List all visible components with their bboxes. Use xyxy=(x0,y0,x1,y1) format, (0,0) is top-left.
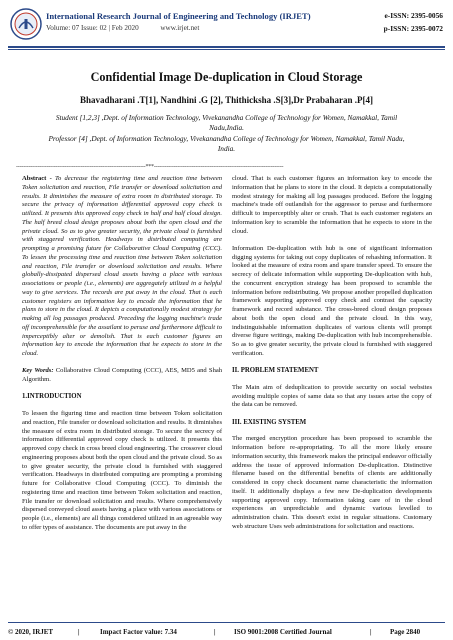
intro-text: To lessen the figuring time and reaction time between Token solicitation and reaction, File transfer or download solicitation and results. It diminishes the measure of extra room in distributed storage. To secure the secrecy of information differential approved copy check is utilized. It presents this approved copy check in cross breed cloud engineering. The crossover cloud engineering proposes about both the open cloud and the private cloud. So as to give greater security, the private cloud is furnished with staggered verification. Headways in distributed computing are prompting a promising future for Collaborative Cloud Computing (CCC). To diminish the registering time and reaction time between Token solicitation and reaction, File transfer or download solicitation and results. Where comprehensively dispersed conveyed cloud assets having a place with various associations or people (i.e., elements) are all things considered utilized in an agreeable way to offer types of assistance. The documents are put away in the xyxy=(22,410,222,531)
journal-website[interactable]: www.irjet.net xyxy=(160,24,200,32)
abstract-label: Abstract - xyxy=(22,175,52,182)
journal-title: International Research Journal of Engineering and Technology (IRJET) xyxy=(46,11,311,21)
pissn-label: p-ISSN: 2395-0072 xyxy=(383,24,443,33)
abstract xyxy=(22,175,222,359)
header-rule-thin xyxy=(8,49,445,50)
keywords xyxy=(22,367,222,385)
journal-volume xyxy=(46,24,199,32)
right-paragraph-2: Information De-duplication with hub is one of significant information digging systems for taking out copy duplicates of rehashing information. It looked at the measure of extra room and spare transfer speed. To ensure the secrecy of delicate information while supporting De-duplication with hub, the concurrent encryption strategy has been proposed to scramble the information before redistributing. We propose another propelled duplication framework supporting approved copy check and contrast the capacity framework and record substance. The cross-breed cloud design proposes about both the open cloud and the private cloud. In this way, indistinguishable information duplicates of various clients will prompt diverse figure writings, making De-duplication with hub incomprehensible. So as to give greater security, the private cloud is furnished with staggered verification. xyxy=(232,244,432,357)
section-separator: ------------------------------------------------------------------------***------------------------------------------------------------------------ xyxy=(16,164,284,170)
existing-text: The merged encryption procedure has been proposed to scramble the information before re-appropriating. To all the more likely ensure information security, this framework makes the principal endeavor officially address the issue of approved information De-duplication. Distinctive filename based on the differential benefits of clients are additionally considered in copy check document name characteristic the information itself. It additionally displays a few new De-duplication developments supporting approved copy. Information taking care of in the cloud experiences an unpredictable and dynamic various levelled to administration chain. This doesn't exist in regular situations. Customary web structure Uses web administrations for solicitation and reactions. xyxy=(232,435,432,530)
left-column xyxy=(22,175,222,541)
footer-iso: ISO 9001:2008 Certified Journal xyxy=(234,628,332,636)
problem-text: The Main aim of deduplication to provide security on social websites avoiding multiple copies of same data so that any issues arise the copy of the data can be removed. xyxy=(232,383,432,409)
footer-divider: | xyxy=(370,628,372,636)
intro-heading: 1.INTRODUCTION xyxy=(22,393,82,401)
existing-heading: III. EXISTING SYSTEM xyxy=(232,418,307,426)
footer-rule xyxy=(8,622,445,623)
problem-heading: II. PROBLEM STATEMENT xyxy=(232,367,319,374)
journal-header xyxy=(10,8,443,42)
right-column xyxy=(232,175,432,540)
keywords-label: Key Words: xyxy=(22,367,54,375)
affiliation-professor: Professor [4] ,Dept. of Information Technology, Vivekanandha College of Technology for Women, Namakkal, Tamil Nadu, India. xyxy=(48,134,405,153)
paper-title: Confidential Image De-duplication in Cloud Storage xyxy=(90,70,363,84)
volume-issue: Volume: 07 Issue: 02 | Feb 2020 xyxy=(46,24,139,32)
affiliation-students: Student [1,2,3] ,Dept. of Information Technology, Vivekanandha College of Technology for Women, Namakkal, Tamil Nadu,India. xyxy=(55,113,398,132)
eissn-label: e-ISSN: 2395-0056 xyxy=(384,11,443,20)
footer-divider: | xyxy=(214,628,216,636)
abstract-text: To decrease the registering time and reaction time between Token solicitation and reaction, File transfer or download solicitation and results. It diminishes the measure of extra room in distributed storage. To secure the privacy of information differential approved copy check is utilized. It presents this approved copy check in half and half cloud design. The half breed cloud design proposes about both the open cloud and the private cloud. So as to give greater security, the private cloud is furnished with staggered verification. Headways in distributed computing are prompting a promising future for Collaborative Cloud Computing (CCC). To lessen the processing time and reaction time between Token solicitation and reaction, File transfer or download solicitation and results. Where globally-dissipated dispersed cloud assets having a place with various associations or people (i.e., elements) are aggregately utilized in a helpful way to give services. The records are put away in the cloud. That is each customer registers an information key to encode the information that he plans to store in the cloud. It depicts a computationally modest strategy for making all log passages produced. Preceding the logging machine's trade off incomprehensible for the assailant to peruse and furthermore difficult to imperceptibly alter or demolish. That is each customer figures an information key to encode the information that he expects to store in the cloud. xyxy=(22,175,222,357)
footer-copyright: © 2020, IRJET xyxy=(8,628,54,636)
irjet-logo-icon xyxy=(10,8,42,40)
keywords-text: Collaborative Cloud Computing (CCC), AES, MD5 and Shah Algorithm. xyxy=(22,367,223,383)
footer-page: Page 2840 xyxy=(390,628,421,636)
footer-divider: | xyxy=(78,628,80,636)
header-rule xyxy=(8,46,445,48)
paper-authors: Bhavadharani .T[1], Nandhini .G [2], Thithicksha .S[3],Dr Prabaharan .P[4] xyxy=(80,95,373,105)
footer-impact: Impact Factor value: 7.34 xyxy=(100,628,177,636)
right-paragraph-1: cloud. That is each customer figures an information key to encode the information that he plans to store in the cloud. It depicts a computationally modest strategy for making all log passages produced. Before the logging machine's trade off outlandish for the aggressor to peruse and furthermore difficult to imperceptibly alter or crush. That is each customer registers an information key to scramble the information that he expects to store in the cloud. xyxy=(232,175,432,235)
